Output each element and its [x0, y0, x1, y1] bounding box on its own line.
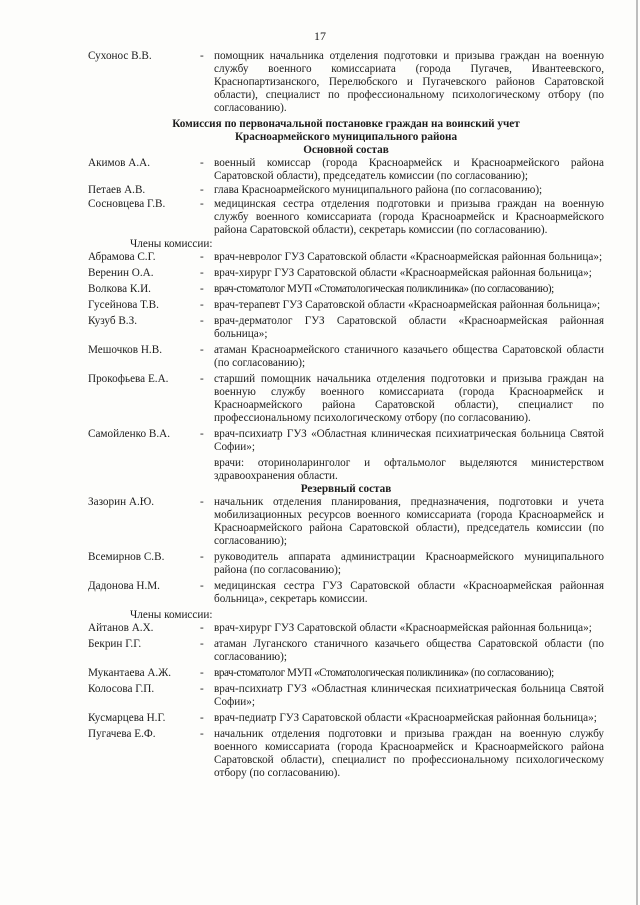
list-item: [88, 496, 604, 548]
list-item: [88, 551, 604, 577]
top-block: [88, 50, 604, 115]
list-item: [88, 267, 604, 280]
dash-separator: -: [200, 683, 204, 695]
main-heading: Основной состав: [303, 144, 389, 156]
person-name: Сосновцева Г.В.: [88, 198, 166, 210]
document-content: [88, 50, 604, 783]
dash-separator: -: [200, 315, 204, 327]
reserve-members-label: Члены комиссии:: [130, 609, 213, 621]
person-role: атаман Луганского станичного казачьего общества Саратовской области (по согласованию);: [214, 638, 604, 663]
scan-edge: [636, 0, 638, 905]
list-item: [88, 428, 604, 454]
person-name: Зазорин А.Ю.: [88, 496, 155, 508]
main-members-list: [88, 251, 604, 454]
list-item: [88, 622, 604, 635]
person-name: Прокофьева Е.А.: [88, 373, 169, 385]
list-item: [88, 373, 604, 425]
person-name: Дадонова Н.М.: [88, 580, 160, 592]
list-item: [88, 683, 604, 709]
dash-separator: -: [200, 712, 204, 724]
person-name: Бекрин Г.Г.: [88, 638, 142, 650]
person-role: старший помощник начальника отделения подготовки и призыва граждан на военную службу военного комиссариата (города Красноармейск и Красноармейского района Саратовской области), специалист по профессиональному психологическому отбору (по согласованию).: [214, 373, 604, 424]
list-item: [88, 50, 604, 115]
dash-separator: -: [200, 50, 204, 62]
person-role: медицинская сестра отделения подготовки и призыва граждан на военную службу военного комиссариата (города Красноармейск и Красноармейского района Саратовской области), секретарь комиссии (по согласованию).: [214, 198, 604, 236]
person-role: начальник отделения планирования, предназначения, подготовки и учета мобилизационных ресурсов военного комиссариата (города Красноармейск и Красноармейского района Саратовской области), председатель комиссии (по согласованию);: [214, 496, 604, 547]
person-role: врач-педиатр ГУЗ Саратовской области «Красноармейская районная больница»;: [214, 712, 597, 724]
person-name: Айтанов А.Х.: [88, 622, 154, 634]
list-item: [88, 251, 604, 264]
person-role: врач-психиатр ГУЗ «Областная клиническая психиатрическая больница Святой Софии»;: [214, 428, 604, 453]
list-item: [88, 638, 604, 664]
person-name: Абрамова С.Г.: [88, 251, 156, 263]
commission-title: Комиссия по первоначальной постановке граждан на воинский учет: [172, 118, 520, 130]
list-item: [88, 157, 604, 183]
person-role: врач-терапевт ГУЗ Саратовской области «Красноармейская районная больница»;: [214, 299, 601, 311]
members-label: Члены комиссии:: [130, 238, 213, 250]
person-role: руководитель аппарата администрации Красноармейского муниципального района (по согласованию);: [214, 551, 604, 576]
person-name: Самойленко В.А.: [88, 428, 171, 440]
dash-separator: -: [200, 251, 204, 263]
dash-separator: -: [200, 344, 204, 356]
person-role: врач-стоматолог МУП «Стоматологическая поликлиника» (по согласованию);: [214, 283, 554, 295]
dash-separator: -: [200, 728, 204, 740]
person-role: военный комиссар (города Красноармейск и Красноармейского района Саратовской области), председатель комиссии (по согласованию);: [214, 157, 604, 182]
list-item: [88, 580, 604, 606]
person-name: Мешочков Н.В.: [88, 344, 162, 356]
main-note: врачи: оториноларинголог и офтальмолог выделяются министерством здравоохранения области.: [214, 457, 604, 482]
person-role: врач-хирург ГУЗ Саратовской области «Красноармейская районная больница»;: [214, 622, 592, 634]
person-name: Акимов А.А.: [88, 157, 151, 169]
person-role: медицинская сестра ГУЗ Саратовской области «Красноармейская районная больница», секретарь комиссии.: [214, 580, 604, 605]
dash-separator: -: [200, 638, 204, 650]
list-item: [88, 667, 604, 680]
dash-separator: -: [200, 580, 204, 592]
main-leaders-list: [88, 157, 604, 237]
list-item: [88, 315, 604, 341]
person-name: Гусейнова Т.В.: [88, 299, 159, 311]
commission-subtitle: Красноармейского муниципального района: [234, 131, 458, 143]
list-item: [88, 184, 604, 197]
person-name: Сухонос В.В.: [88, 50, 152, 62]
dash-separator: -: [200, 551, 204, 563]
person-role: врач-невролог ГУЗ Саратовской области «Красноармейская районная больница»;: [214, 251, 603, 263]
person-name: Мукантаева А.Ж.: [88, 667, 172, 679]
dash-separator: -: [200, 428, 204, 440]
dash-separator: -: [200, 184, 204, 196]
page-number: 17: [314, 29, 326, 43]
dash-separator: -: [200, 622, 204, 634]
person-name: Кузуб В.З.: [88, 315, 137, 327]
person-role: врач-психиатр ГУЗ «Областная клиническая психиатрическая больница Святой Софии»;: [214, 683, 604, 708]
person-role: глава Красноармейского муниципального района (по согласованию);: [214, 184, 543, 196]
dash-separator: -: [200, 496, 204, 508]
list-item: [88, 344, 604, 370]
person-name: Веренин О.А.: [88, 267, 154, 279]
dash-separator: -: [200, 299, 204, 311]
dash-separator: -: [200, 667, 204, 679]
dash-separator: -: [200, 373, 204, 385]
person-role: атаман Красноармейского станичного казачьего общества Саратовской области (по согласованию);: [214, 344, 604, 369]
person-name: Всемирнов С.В.: [88, 551, 165, 563]
dash-separator: -: [200, 283, 204, 295]
dash-separator: -: [200, 267, 204, 279]
reserve-members-list: [88, 622, 604, 780]
list-item: [88, 283, 604, 296]
dash-separator: -: [200, 198, 204, 210]
person-name: Кусмарцева Н.Г.: [88, 712, 166, 724]
dash-separator: -: [200, 157, 204, 169]
person-name: Волкова К.И.: [88, 283, 151, 295]
list-item: [88, 712, 604, 725]
list-item: [88, 299, 604, 312]
person-name: Пугачева Е.Ф.: [88, 728, 156, 740]
person-name: Колосова Г.П.: [88, 683, 155, 695]
list-item: [88, 728, 604, 780]
person-role: помощник начальника отделения подготовки и призыва граждан на военную службу военного комиссариата (города Пугачев, Ивантеевского, Краснопартизанского, Перелюбского и Пугачевского районов Саратовской области), специалист по профессиональному психологическому отбору (по согласованию).: [214, 50, 604, 114]
person-role: начальник отделения подготовки и призыва граждан на военную службу военного комиссариата (города Красноармейск и Красноармейского района Саратовской области), специалист по профессиональному психологическому отбору (по согласованию).: [214, 728, 604, 779]
person-role: врач-хирург ГУЗ Саратовской области «Красноармейская районная больница»;: [214, 267, 592, 279]
reserve-heading: Резервный состав: [300, 483, 392, 495]
person-role: врач-стоматолог МУП «Стоматологическая поликлиника» (по согласованию);: [214, 667, 554, 679]
list-item: [88, 198, 604, 237]
reserve-leaders-list: [88, 496, 604, 606]
person-role: врач-дерматолог ГУЗ Саратовской области «Красноармейская районная больница»;: [214, 315, 604, 340]
person-name: Петаев А.В.: [88, 184, 146, 196]
